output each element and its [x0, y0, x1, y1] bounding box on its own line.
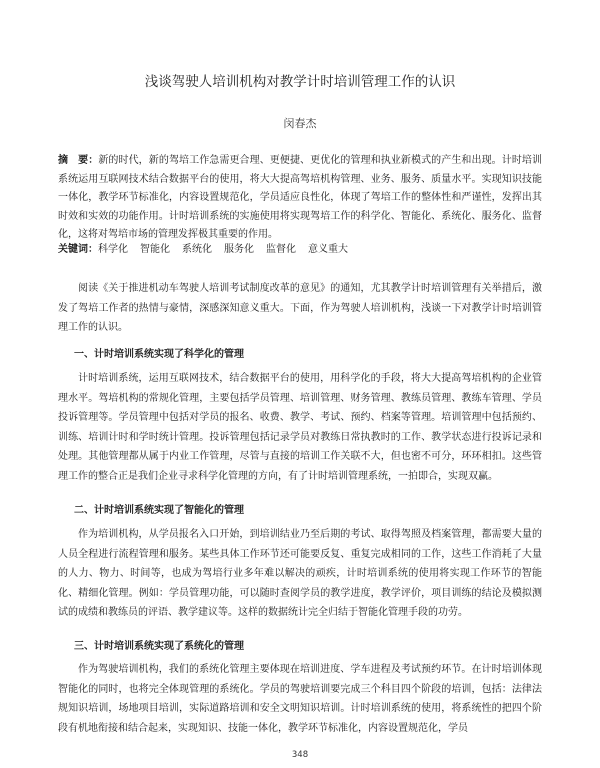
- section-body-1: 计时培训系统，运用互联网技术，结合数据平台的使用，用科学化的手段，将大大提高驾培机构的企业管理水平。驾培机构的常规化管理，主要包括学员管理、培训管理、财务管理、教练员管理、教练车管理、学员投诉管理等。学员管理中包括对学员的报名、收费、教学、考试、预约、档案等管理。培训管理中包括预约、训练、培训计时和学时统计管理。投诉管理包括记录学员对教练日常执教时的工作、教学状态进行投诉记录和处理。其他管理都从属于内业工作管理，尽管与直接的培训工作关联不大，但也密不可分，环环相扣。这些管理工作的整合正是我们企业寻求科学化管理的方向，有了计时培训管理系统，一拍即合，实现双赢。: [58, 373, 542, 482]
- section-body-2: 作为培训机构，从学员报名入口开始，到培训结业乃至后期的考试、取得驾照及档案管理，都需要大量的人员全程进行流程管理和服务。某些具体工作环节还可能要反复、重复完成相同的工作，这些工作消耗了大量的人力、物力、时间等，也成为驾培行业多年难以解决的顽疾，计时培训系统的使用将实现工作环节的智能化、精细化管理。例如：学员管理功能，可以随时查阅学员的教学进度，教学评价，项目训练的结论及模拟测试的成绩和教练员的评语、教学建议等。这样的数据统计完全归结于智能化管理手段的功劳。: [58, 529, 542, 618]
- section-heading-1: 一、计时培训系统实现了科学化的管理: [74, 349, 244, 360]
- keyword-item: 服务化: [224, 244, 254, 255]
- keywords: [58, 242, 542, 258]
- section-heading-3: 三、计时培训系统实现了系统化的管理: [74, 641, 244, 652]
- page-number: 348: [291, 750, 309, 760]
- keyword-item: 科学化: [98, 244, 128, 255]
- paper-title: 浅谈驾驶人培训机构对教学计时培训管理工作的认识: [144, 74, 456, 90]
- keyword-item: 监督化: [266, 244, 296, 255]
- abstract-text: 新的时代，新的驾培工作急需更合理、更便捷、更优化的管理和执业新模式的产生和出现。计时培训系统运用互联网技术结合数据平台的使用，将大大提高驾培机构管理、业务、服务、质量水平。实现知识技能一体化，教学环节标准化，内容设置规范化，学员适应良性化，体现了驾培工作的整体性和严谨性，发挥出其时效和实效的功能作用。计时培训系统的实施使用将实现驾培工作的科学化、智能化、系统化、服务化、监督化，这将对驾培市场的管理发挥极其重要的作用。: [58, 155, 543, 240]
- section-heading-2: 二、计时培训系统实现了智能化的管理: [74, 505, 244, 516]
- keywords-label: 关键词：: [58, 244, 98, 255]
- abstract-label: 摘 要：: [58, 155, 99, 166]
- keyword-item: 系统化: [182, 244, 212, 255]
- keyword-item: 智能化: [140, 244, 170, 255]
- keyword-item: 意义重大: [308, 244, 348, 255]
- abstract: [58, 152, 542, 245]
- intro-paragraph: 阅读《关于推进机动车驾驶人培训考试制度改革的意见》的通知，尤其教学计时培训管理有关举措后，激发了驾培工作者的热情与豪情，深感深知意义重大。下面，作为驾驶人培训机构，浅谈一下对教学计时培训管理工作的认识。: [58, 283, 542, 333]
- section-body-3: 作为驾驶培训机构，我们的系统化管理主要体现在培训进度、学车进程及考试预约环节。在计时培训体现智能化的同时，也将完全体现管理的系统化。学员的驾驶培训要完成三个科目四个阶段的培训，包括：法律法规知识培训，场地项目培训，实际道路培训和安全文明知识培训。计时培训系统的使用，将系统性的把四个阶段有机地衔接和结合起来，实现知识、技能一体化，教学环节标准化，内容设置规范化，学员: [58, 664, 542, 734]
- author-name: 闵春杰: [283, 117, 317, 130]
